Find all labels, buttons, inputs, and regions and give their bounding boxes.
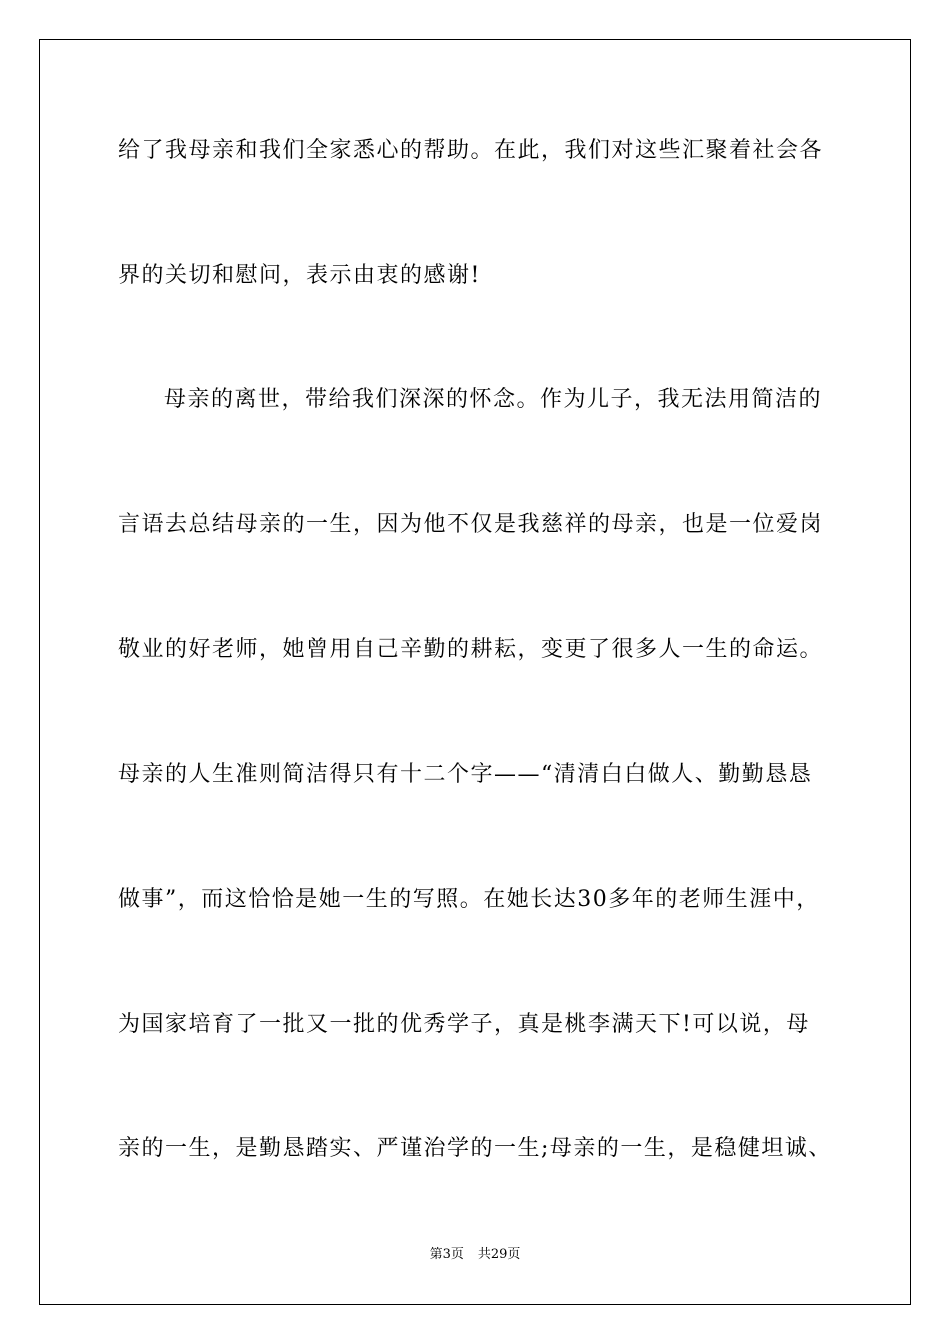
text-line: 母亲的人生准则简洁得只有十二个字——“清清白白做人、勤勤恳恳 xyxy=(118,762,813,787)
text-line: 敬业的好老师，她曾用自己辛勤的耕耘，变更了很多人一生的命运。 xyxy=(118,637,824,662)
current-page-label: 第3页 xyxy=(429,1247,464,1262)
text-line: 亲的一生，是勤恳踏实、严谨治学的一生;母亲的一生，是稳健坦诚、 xyxy=(118,1136,832,1161)
text-line: 界的关切和慰问，表示由衷的感谢! xyxy=(118,263,481,288)
paragraph-start-line: 母亲的离世，带给我们深深的怀念。作为儿子，我无法用简洁的 xyxy=(164,387,823,412)
text-line: 言语去总结母亲的一生，因为他不仅是我慈祥的母亲，也是一位爱岗 xyxy=(118,512,824,537)
text-line: 做事”，而这恰恰是她一生的写照。在她长达30多年的老师生涯中， xyxy=(118,887,820,912)
text-line: 给了我母亲和我们全家悉心的帮助。在此，我们对这些汇聚着社会各 xyxy=(118,138,824,163)
page-frame xyxy=(39,39,911,1305)
page-footer xyxy=(0,1246,950,1264)
total-pages-label: 共29页 xyxy=(477,1247,521,1262)
text-line: 为国家培育了一批又一批的优秀学子，真是桃李满天下!可以说，母 xyxy=(118,1012,810,1037)
